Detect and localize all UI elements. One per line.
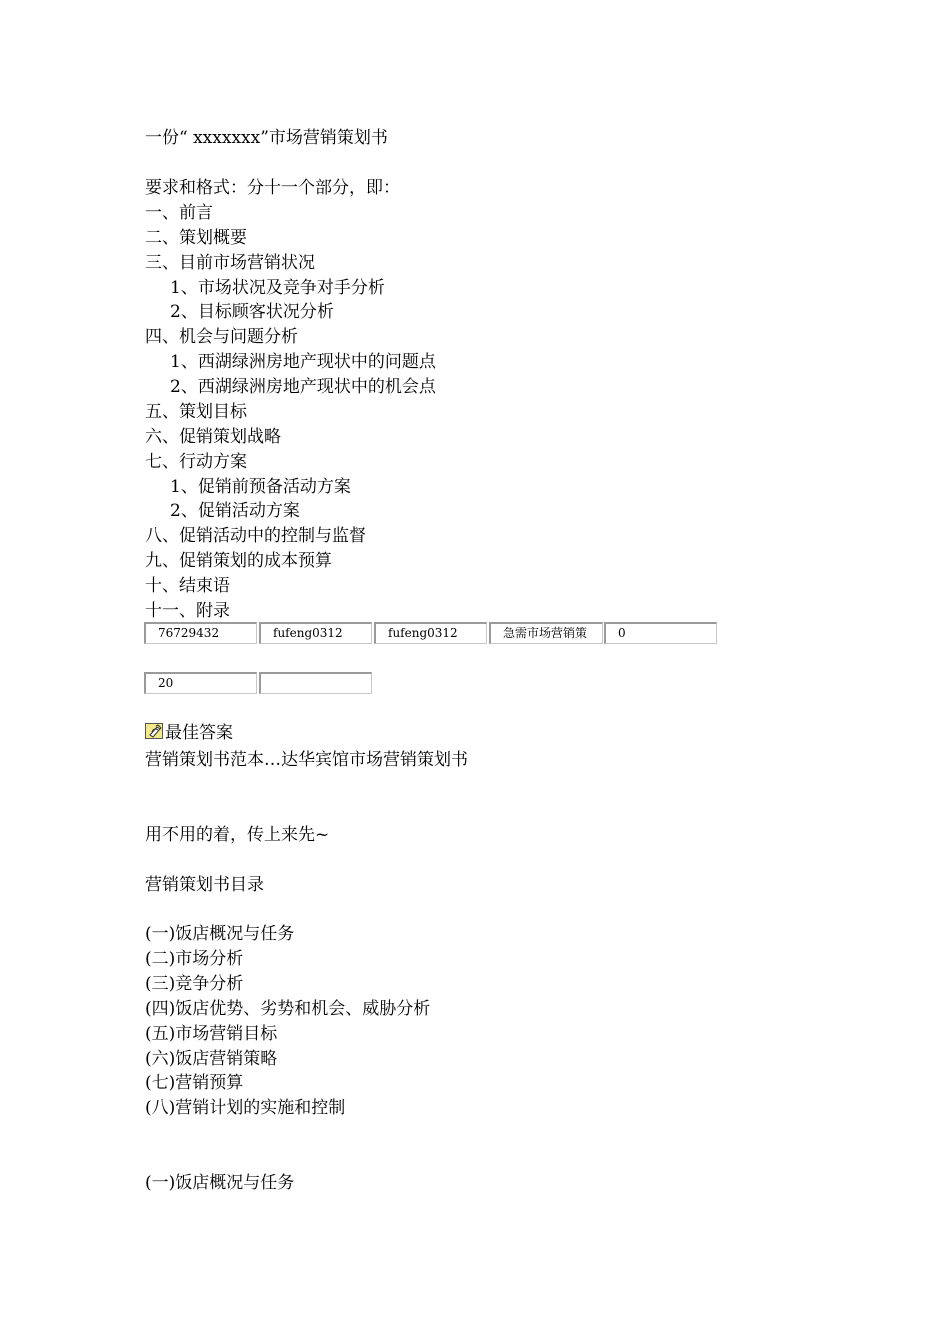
toc-item: (二)市场分析 (145, 949, 244, 969)
toc-item: (一)饭店概况与任务 (145, 924, 295, 944)
answer-text: 用不用的着，传上来先~ (145, 825, 330, 845)
toc-item: (三)竞争分析 (145, 974, 244, 994)
toc-item: (七)营销预算 (145, 1073, 244, 1093)
answer-text: 营销策划书范本…达华宾馆市场营销策划书 (145, 750, 468, 770)
table-cell-user: fufeng0312 (259, 622, 372, 644)
table-cell-score: 20 (144, 672, 257, 694)
outline-subitem: 1、西湖绿洲房地产现状中的问题点 (170, 352, 436, 372)
toc-item: (四)饭店优势、劣势和机会、威胁分析 (145, 999, 431, 1019)
outline-item: 一、前言 (145, 203, 213, 223)
outline-subitem: 2、目标顾客状况分析 (170, 302, 334, 322)
table-cell-id: 76729432 (144, 622, 257, 644)
table-cell-subject: 急需市场营销策 (489, 622, 603, 644)
best-answer-icon (145, 723, 163, 739)
table-cell-count: 0 (604, 622, 717, 644)
requirement-text: 要求和格式：分十一个部分，即： (145, 178, 400, 198)
outline-item: 十一、附录 (145, 601, 230, 621)
outline-item: 九、促销策划的成本预算 (145, 551, 332, 571)
table-cell-empty (259, 672, 372, 694)
outline-item: 二、策划概要 (145, 228, 247, 248)
toc-item: (六)饭店营销策略 (145, 1049, 278, 1069)
outline-subitem: 1、促销前预备活动方案 (170, 477, 351, 497)
outline-subitem: 1、市场状况及竞争对手分析 (170, 278, 385, 298)
toc-item: (五)市场营销目标 (145, 1024, 278, 1044)
outline-item: 十、结束语 (145, 576, 230, 596)
outline-item: 四、机会与问题分析 (145, 327, 298, 347)
toc-title: 营销策划书目录 (145, 875, 264, 895)
outline-item: 三、目前市场营销状况 (145, 253, 315, 273)
section-heading: (一)饭店概况与任务 (145, 1173, 295, 1193)
table-cell-user: fufeng0312 (374, 622, 487, 644)
document-title: 一份“ xxxxxxx”市场营销策划书 (145, 128, 388, 148)
outline-subitem: 2、西湖绿洲房地产现状中的机会点 (170, 377, 436, 397)
outline-subitem: 2、促销活动方案 (170, 501, 300, 521)
outline-item: 七、行动方案 (145, 452, 247, 472)
outline-item: 五、策划目标 (145, 402, 247, 422)
outline-item: 六、促销策划战略 (145, 427, 281, 447)
toc-item: (八)营销计划的实施和控制 (145, 1098, 346, 1118)
best-answer-label: 最佳答案 (165, 723, 233, 743)
outline-item: 八、促销活动中的控制与监督 (145, 526, 366, 546)
